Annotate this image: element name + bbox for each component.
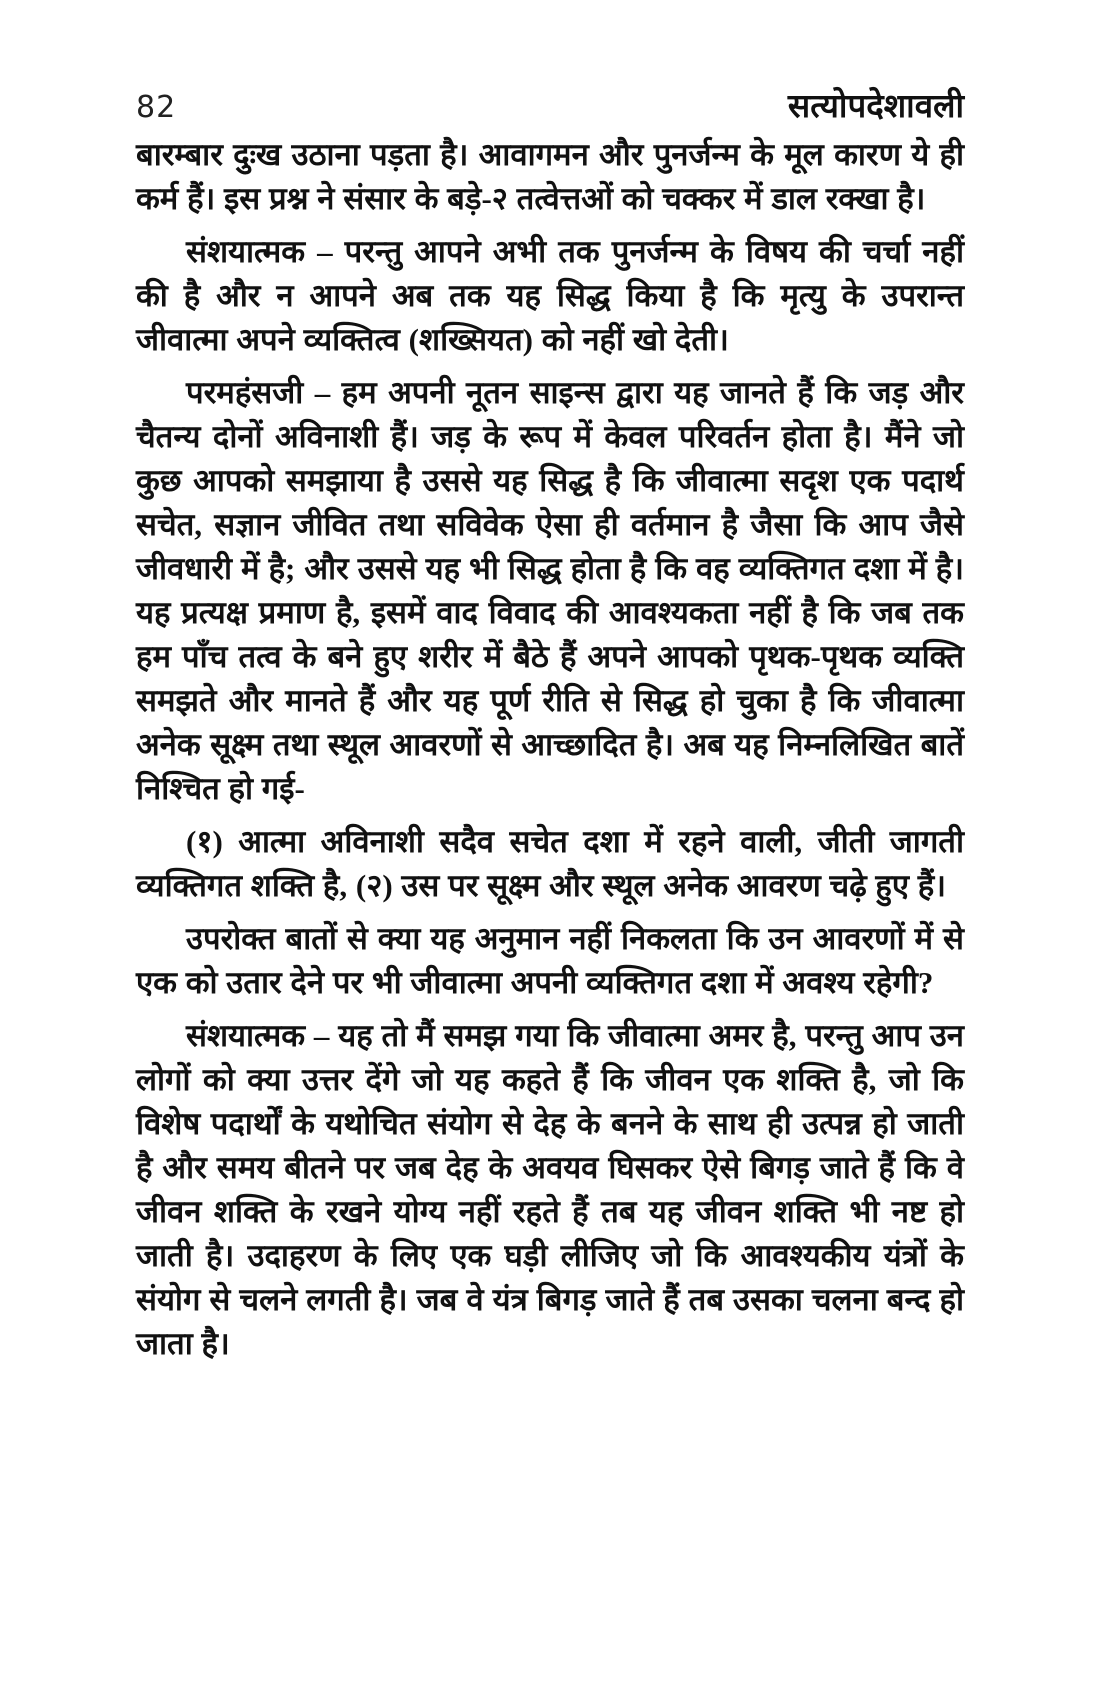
paragraph-numbered-points: (१) आत्मा अविनाशी सदैव सचेत दशा में रहने वाली, जीती जागती व्यक्तिगत शक्ति है, (२) उस पर सूक्ष्म और स्थूल अनेक आवरण चढ़े हुए हैं। [136, 824, 964, 903]
page-body [136, 133, 964, 1366]
paragraph-continuation: बारम्बार दुःख उठाना पड़ता है। आवागमन और पुनर्जन्म के मूल कारण ये ही कर्म हैं। इस प्रश्न ने संसार के बड़े-२ तत्वेत्तओं को चक्कर में डाल रक्खा है। [136, 137, 964, 216]
page-number: 82 [136, 90, 177, 125]
paragraph-sanshayatmak-1: संशयात्मक – परन्तु आपने अभी तक पुनर्जन्म के विषय की चर्चा नहीं की है और न आपने अब तक यह सिद्ध किया है कि मृत्यु के उपरान्त जीवात्मा अपने व्यक्तित्व (शख्सियत) को नहीं खो देती। [136, 234, 964, 357]
paragraph-sanshayatmak-2: संशयात्मक – यह तो मैं समझ गया कि जीवात्मा अमर है, परन्तु आप उन लोगों को क्या उत्तर देंगे जो यह कहते हैं कि जीवन एक शक्ति है, जो कि विशेष पदार्थों के यथोचित संयोग से देह के बनने के साथ ही उत्पन्न हो जाती है और समय बीतने पर जब देह के अवयव घिसकर ऐसे बिगड़ जाते हैं कि वे जीवन शक्ति के रखने योग्य नहीं रहते हैं तब यह जीवन शक्ति भी नष्ट हो जाती है। उदाहरण के लिए एक घड़ी लीजिए जो कि आवश्यकीय यंत्रों के संयोग से चलने लगती है। जब वे यंत्र बिगड़ जाते हैं तब उसका चलना बन्द हो जाता है। [136, 1018, 964, 1361]
page-header [136, 82, 964, 127]
paragraph-paramhansji: परमहंसजी – हम अपनी नूतन साइन्स द्वारा यह जानते हैं कि जड़ और चैतन्य दोनों अविनाशी हैं। जड़ के रूप में केवल परिवर्तन होता है। मैंने जो कुछ आपको समझाया है उससे यह सिद्ध है कि जीवात्मा सदृश एक पदार्थ सचेत, सज्ञान जीवित तथा सविवेक ऐसा ही वर्तमान है जैसा कि आप जैसे जीवधारी में है; और उससे यह भी सिद्ध होता है कि वह व्यक्तिगत दशा में है। यह प्रत्यक्ष प्रमाण है, इसमें वाद विवाद की आवश्यकता नहीं है कि जब तक हम पाँच तत्व के बने हुए शरीर में बैठे हैं अपने आपको पृथक-पृथक व्यक्ति समझते और मानते हैं और यह पूर्ण रीति से सिद्ध हो चुका है कि जीवात्मा अनेक सूक्ष्म तथा स्थूल आवरणों से आच्छादित है। अब यह निम्नलिखित बातें निश्चित हो गई- [136, 375, 964, 806]
book-title: सत्योपदेशावली [787, 89, 964, 125]
paragraph-question: उपरोक्त बातों से क्या यह अनुमान नहीं निकलता कि उन आवरणों में से एक को उतार देने पर भी जीवात्मा अपनी व्यक्तिगत दशा में अवश्य रहेगी? [136, 921, 964, 1000]
